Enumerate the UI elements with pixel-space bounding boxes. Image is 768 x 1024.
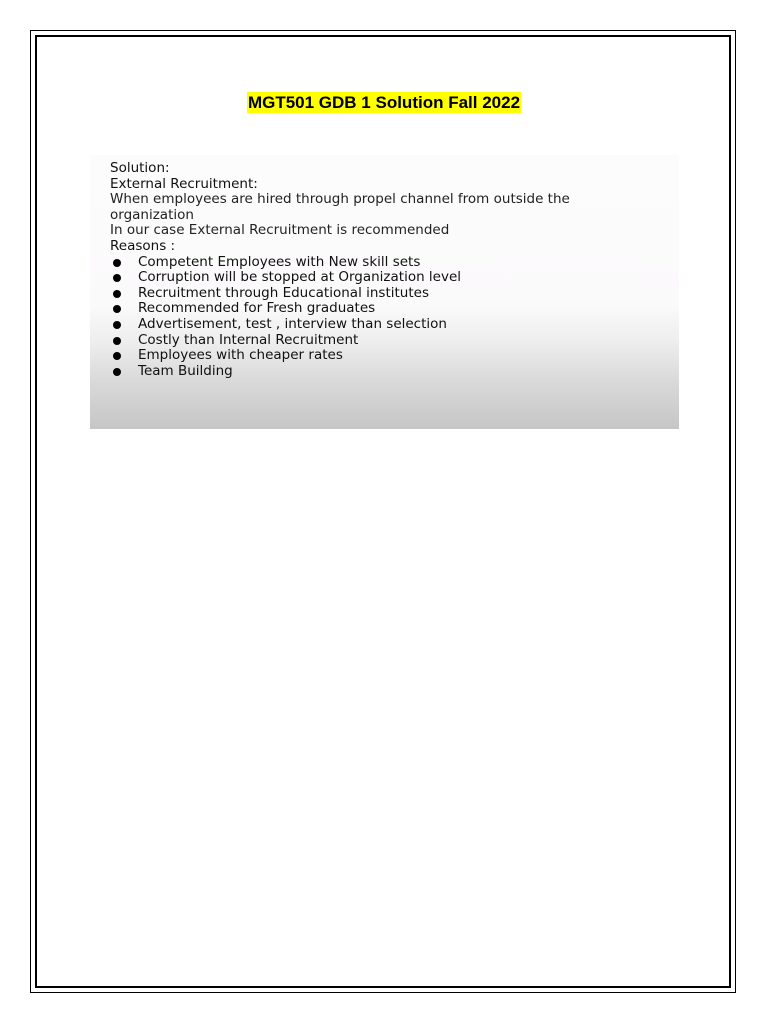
reasons-list [110,255,679,380]
reason-text: Advertisement, test , interview than selection [138,315,447,332]
list-item [110,333,679,349]
list-item [110,348,679,364]
reason-text: Corruption will be stopped at Organization level [138,269,462,286]
reasons-heading: Reasons : [110,237,176,254]
recommendation-text: In our case External Recruitment is recommended [110,222,450,239]
solution-screenshot [90,155,679,429]
reason-text: Competent Employees with New skill sets [138,253,421,270]
list-item [110,286,679,302]
solution-heading: Solution: [110,160,170,176]
bullet-icon [113,368,121,376]
definition-line-2: organization [110,206,194,223]
list-item [110,317,679,333]
bullet-icon [113,290,121,298]
reason-text: Employees with cheaper rates [138,347,343,364]
page-title [0,92,768,114]
definition-line-1: When employees are hired through propel channel from outside the [110,191,570,208]
page-title-text: MGT501 GDB 1 Solution Fall 2022 [247,93,521,112]
list-item [110,364,679,380]
list-item [110,301,679,317]
reason-text: Recommended for Fresh graduates [138,300,376,317]
bullet-icon [113,337,121,345]
bullet-icon [113,352,121,360]
bullet-icon [113,305,121,313]
bullet-icon [113,259,121,267]
reason-text: Team Building [138,362,233,379]
bullet-icon [113,274,121,282]
bullet-icon [113,321,121,329]
reason-text: Recruitment through Educational institutes [138,284,429,301]
reason-text: Costly than Internal Recruitment [138,331,359,348]
solution-subheading: External Recruitment: [110,175,258,192]
list-item [110,255,679,271]
list-item [110,270,679,286]
